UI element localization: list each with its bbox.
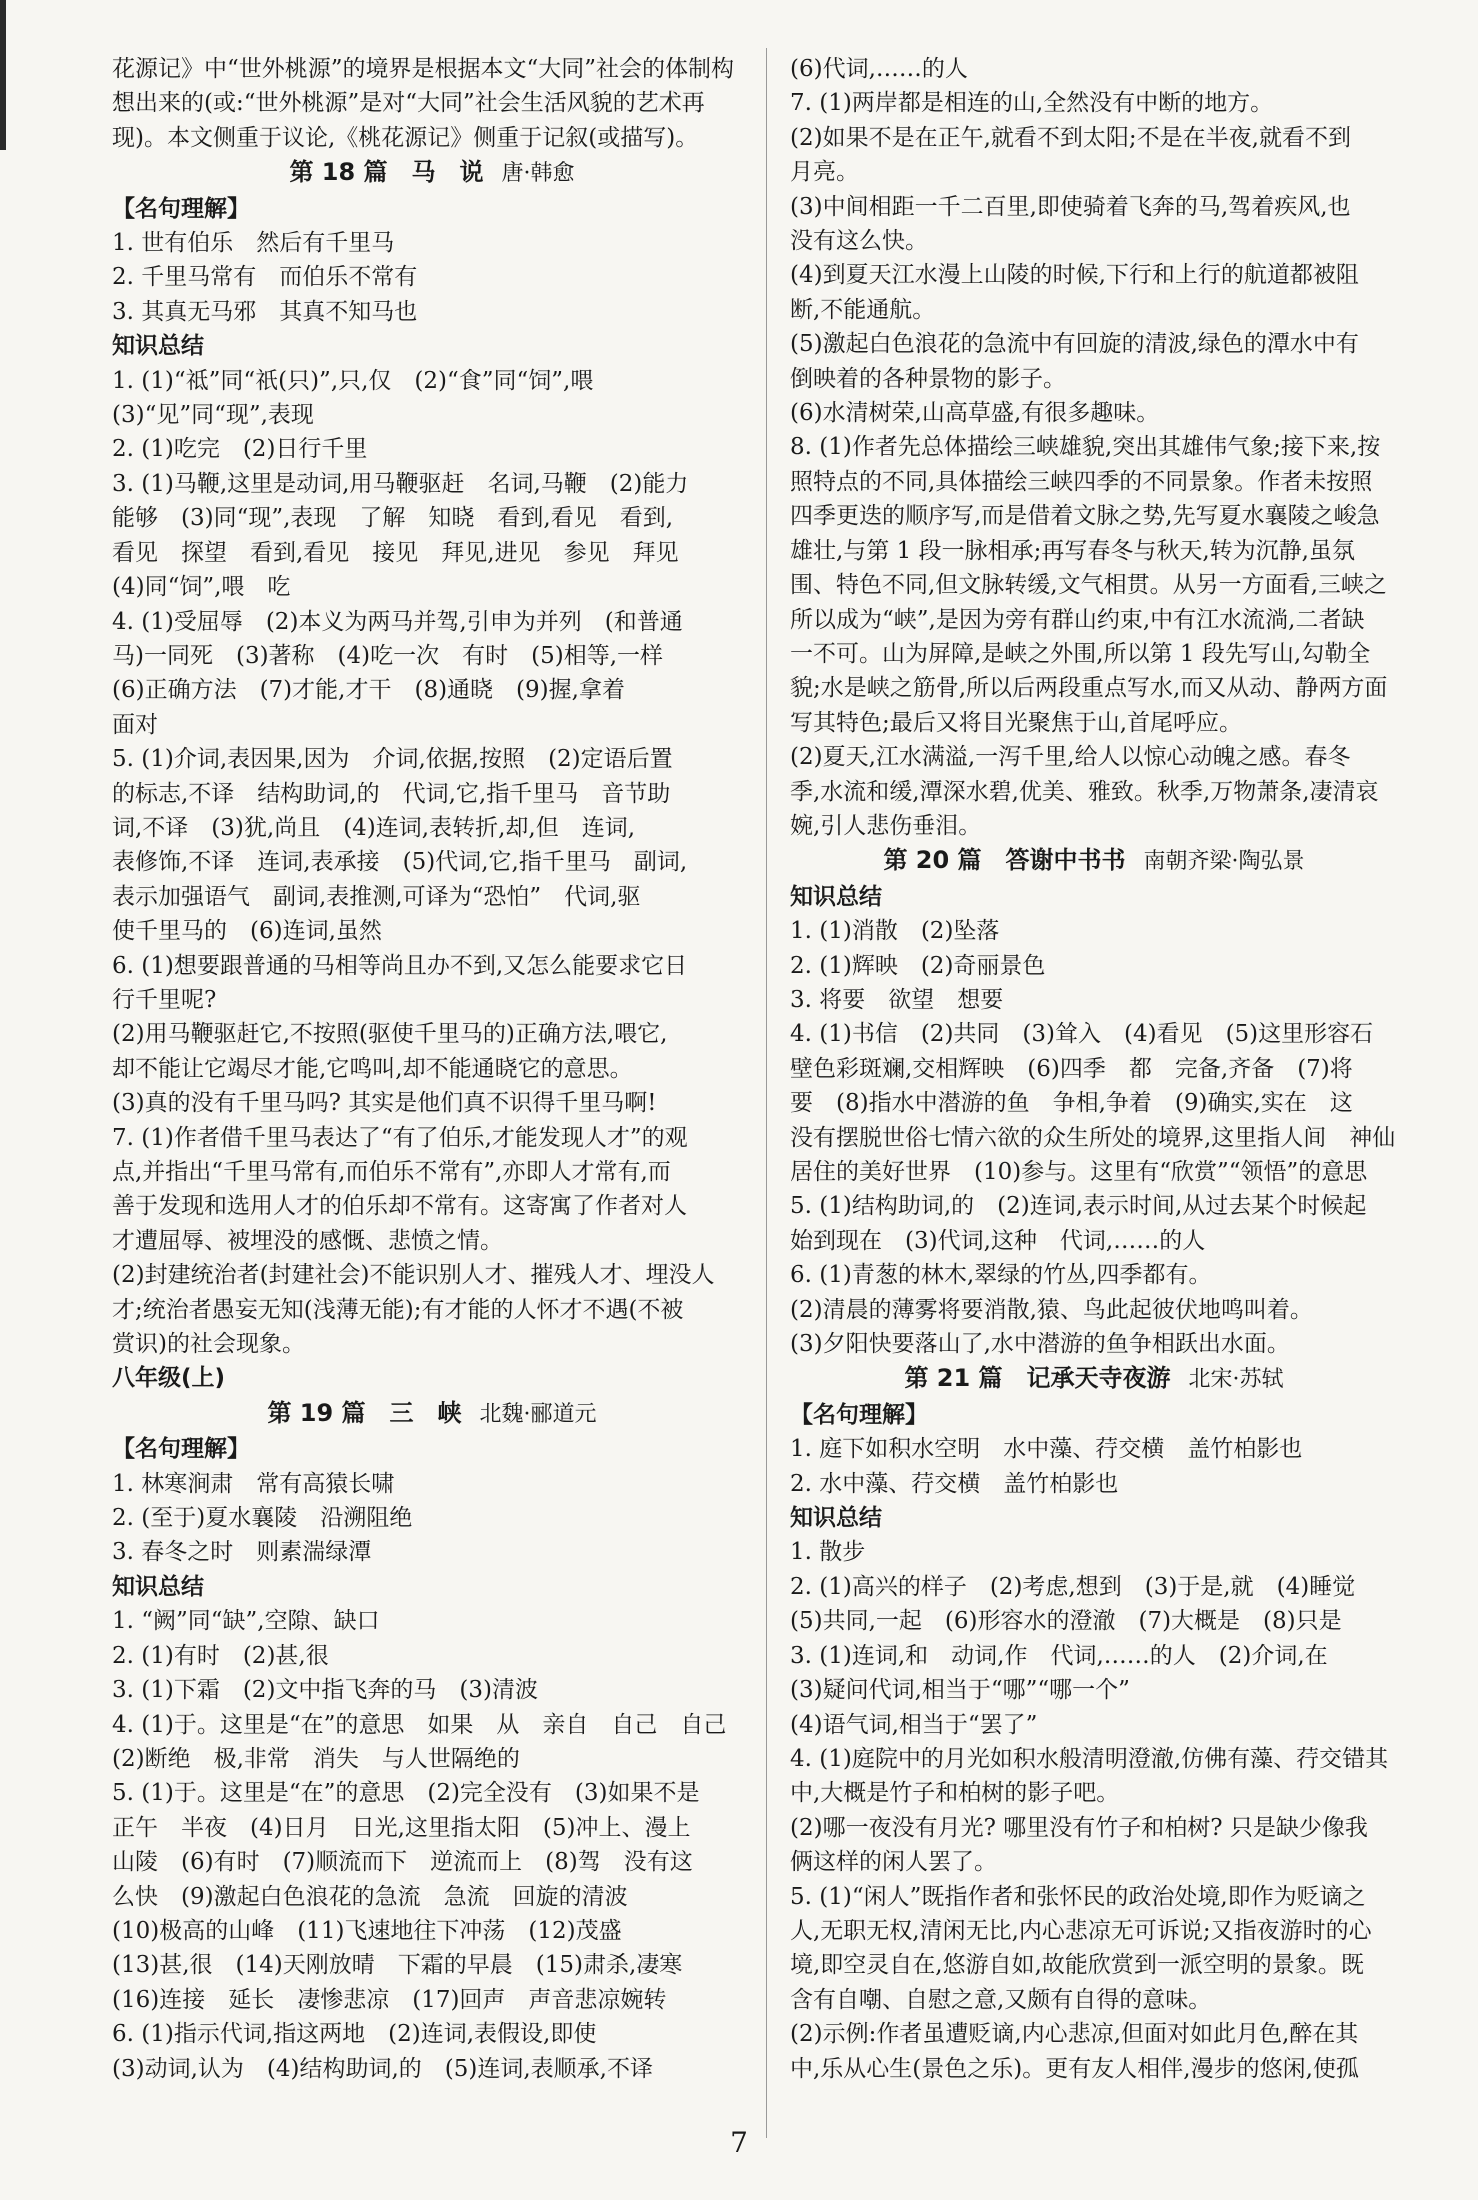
text-line: 雄壮,与第 1 段一脉相承;再写春冬与秋天,转为沉静,虽氛 <box>790 537 1355 564</box>
text-line: 4. (1)于。这里是“在”的意思 如果 从 亲自 自己 自己 <box>112 1711 727 1738</box>
text-line: 3. (1)马鞭,这里是动词,用马鞭驱赶 名词,马鞭 (2)能力 <box>112 470 689 497</box>
text-line: 3. (1)连词,和 动词,作 代词,……的人 (2)介词,在 <box>790 1642 1328 1669</box>
section-title <box>112 155 752 191</box>
text-line: 没有这么快。 <box>790 228 928 255</box>
section-heading: 知识总结 <box>112 333 204 360</box>
text-line: 7. (1)作者借千里马表达了“有了伯乐,才能发现人才”的观 <box>112 1124 688 1151</box>
text-line: 壁色彩斑斓,交相辉映 (6)四季 都 完备,齐备 (7)将 <box>790 1055 1353 1082</box>
text-line: (16)连接 延长 凄惨悲凉 (17)回声 声音悲凉婉转 <box>112 1986 667 2013</box>
text-line: 现)。本文侧重于议论,《桃花源记》侧重于记叙(或描写)。 <box>112 124 699 151</box>
text-line: 1. 庭下如积水空明 水中藻、荇交横 盖竹柏影也 <box>790 1436 1303 1463</box>
section-title <box>790 843 1398 879</box>
text-line: (6)水清树荣,山高草盛,有很多趣味。 <box>790 400 1160 427</box>
text-line: 居住的美好世界 (10)参与。这里有“欣赏”“领悟”的意思 <box>790 1159 1368 1185</box>
text-line: 1. 世有伯乐 然后有千里马 <box>112 230 395 257</box>
text-line: 才;统治者愚妄无知(浅薄无能);有才能的人怀才不遇(不被 <box>112 1296 684 1323</box>
section-title <box>112 1396 752 1432</box>
text-line: 5. (1)介词,表因果,因为 介词,依据,按照 (2)定语后置 <box>112 746 673 773</box>
section-heading: 【名句理解】 <box>112 195 250 222</box>
section-title <box>790 1361 1398 1397</box>
text-line: (3)动词,认为 (4)结构助词,的 (5)连词,表顺承,不译 <box>112 2055 653 2082</box>
text-line: 马)一同死 (3)著称 (4)吃一次 有时 (5)相等,一样 <box>112 642 664 669</box>
text-line: 7. (1)两岸都是相连的山,全然没有中断的地方。 <box>790 90 1274 117</box>
page-number: 7 <box>730 2126 748 2159</box>
text-line: (4)到夏天江水漫上山陵的时候,下行和上行的航道都被阻 <box>790 262 1359 289</box>
text-line: 6. (1)想要跟普通的马相等尚且办不到,又怎么能要求它日 <box>112 952 688 979</box>
text-line: 3. 春冬之时 则素湍绿潭 <box>112 1539 372 1566</box>
text-line: 没有摆脱世俗七情六欲的众生所处的境界,这里指人间 神仙 <box>790 1124 1396 1151</box>
binding-edge-mark <box>0 0 6 150</box>
text-line: 始到现在 (3)代词,这种 代词,……的人 <box>790 1227 1206 1254</box>
text-line: (2)断绝 极,非常 消失 与人世隔绝的 <box>112 1745 520 1772</box>
text-line: 2. (1)高兴的样子 (2)考虑,想到 (3)于是,就 (4)睡觉 <box>790 1573 1356 1600</box>
text-line: (2)用马鞭驱赶它,不按照(驱使千里马的)正确方法,喂它, <box>112 1021 668 1048</box>
text-line: 2. 水中藻、荇交横 盖竹柏影也 <box>790 1470 1119 1497</box>
text-line: 月亮。 <box>790 159 859 186</box>
text-line: 3. 其真无马邪 其真不知马也 <box>112 298 418 325</box>
text-line: (3)夕阳快要落山了,水中潜游的鱼争相跃出水面。 <box>790 1331 1290 1358</box>
text-line: 山陵 (6)有时 (7)顺流而下 逆流而上 (8)驾 没有这 <box>112 1849 693 1876</box>
text-line: (6)代词,……的人 <box>790 56 968 82</box>
text-line: 照特点的不同,具体描绘三峡四季的不同景象。作者未按照 <box>790 468 1373 495</box>
text-line: 么快 (9)激起白色浪花的急流 急流 回旋的清波 <box>112 1883 628 1910</box>
section-author: 北魏·郦道元 <box>479 1401 597 1427</box>
text-line: 季,水流和缓,潭深水碧,优美、雅致。秋季,万物萧条,凄清哀 <box>790 778 1379 805</box>
section-heading: 知识总结 <box>790 1505 882 1532</box>
text-line: 2. (至于)夏水襄陵 沿溯阻绝 <box>112 1505 413 1532</box>
text-line: 词,不译 (3)犹,尚且 (4)连词,表转折,却,但 连词, <box>112 814 636 841</box>
section-heading: 知识总结 <box>790 883 882 910</box>
section-heading: 【名句理解】 <box>790 1401 928 1428</box>
text-line: 使千里马的 (6)连词,虽然 <box>112 918 382 945</box>
text-line: 5. (1)“闲人”既指作者和张怀民的政治处境,即作为贬谪之 <box>790 1883 1366 1910</box>
text-line: 善于发现和选用人才的伯乐却不常有。这寄寓了作者对人 <box>112 1193 687 1220</box>
text-line: (4)同“饲”,喂 吃 <box>112 574 291 601</box>
section-title-text: 第 21 篇 记承天寺夜游 <box>904 1364 1171 1393</box>
text-line: 俩这样的闲人罢了。 <box>790 1849 997 1876</box>
text-line: 行千里呢? <box>112 986 217 1013</box>
text-line: 能够 (3)同“现”,表现 了解 知晓 看到,看见 看到, <box>112 505 674 532</box>
text-line: 2. 千里马常有 而伯乐不常有 <box>112 264 418 291</box>
text-line: 1. 林寒涧肃 常有高猿长啸 <box>112 1470 395 1497</box>
text-line: 点,并指出“千里马常有,而伯乐不常有”,亦即人才常有,而 <box>112 1159 671 1185</box>
text-line: 人,无职无权,清闲无比,内心悲凉无可诉说;又指夜游时的心 <box>790 1917 1372 1944</box>
text-line: 中,乐从心生(景色之乐)。更有友人相伴,漫步的悠闲,使孤 <box>790 2055 1359 2082</box>
text-line: 5. (1)结构助词,的 (2)连词,表示时间,从过去某个时候起 <box>790 1193 1367 1220</box>
section-heading: 八年级(上) <box>112 1365 226 1392</box>
text-line: 2. (1)吃完 (2)日行千里 <box>112 436 368 463</box>
text-line: 看见 探望 看到,看见 接见 拜见,进见 参见 拜见 <box>112 539 679 566</box>
text-line: 5. (1)于。这里是“在”的意思 (2)完全没有 (3)如果不是 <box>112 1780 700 1807</box>
text-line: (5)激起白色浪花的急流中有回旋的清波,绿色的潭水中有 <box>790 331 1359 358</box>
left-column <box>112 52 752 2086</box>
text-line: 想出来的(或:“世外桃源”是对“大同”社会生活风貌的艺术再 <box>112 90 705 117</box>
text-line: (4)语气词,相当于“罢了” <box>790 1711 1038 1738</box>
text-line: 面对 <box>112 711 158 738</box>
text-line: (3)“见”同“现”,表现 <box>112 402 314 429</box>
text-line: 的标志,不译 结构助词,的 代词,它,指千里马 音节助 <box>112 780 671 807</box>
text-line: (10)极高的山峰 (11)飞速地往下冲荡 (12)茂盛 <box>112 1917 622 1944</box>
section-author: 北宋·苏轼 <box>1188 1367 1284 1393</box>
text-line: 正午 半夜 (4)日月 日光,这里指太阳 (5)冲上、漫上 <box>112 1814 691 1841</box>
text-line: 表修饰,不译 连词,表承接 (5)代词,它,指千里马 副词, <box>112 849 688 876</box>
text-line: 1. (1)消散 (2)坠落 <box>790 918 1000 945</box>
section-author: 南朝齐梁·陶弘景 <box>1143 849 1305 875</box>
text-line: 1. (1)“祗”同“祇(只)”,只,仅 (2)“食”同“饲”,喂 <box>112 367 594 394</box>
text-line: 所以成为“峡”,是因为旁有群山约束,中有江水流淌,二者缺 <box>790 606 1365 633</box>
text-line: (2)清晨的薄雾将要消散,猿、鸟此起彼伏地鸣叫着。 <box>790 1296 1313 1323</box>
text-line: 6. (1)指示代词,指这两地 (2)连词,表假设,即使 <box>112 2021 597 2048</box>
right-column <box>790 52 1398 2086</box>
text-line: 境,即空灵自在,悠游自如,故能欣赏到一派空明的景象。既 <box>790 1952 1364 1979</box>
text-line: 1. “阙”同“缺”,空隙、缺口 <box>112 1608 380 1635</box>
section-title-text: 第 19 篇 三 峡 <box>267 1398 462 1427</box>
text-line: 3. 将要 欲望 想要 <box>790 986 1004 1013</box>
text-line: 花源记》中“世外桃源”的境界是根据本文“大同”社会的体制构 <box>112 56 735 82</box>
text-line: 6. (1)青葱的林木,翠绿的竹丛,四季都有。 <box>790 1262 1212 1289</box>
text-line: (13)甚,很 (14)天刚放晴 下霜的早晨 (15)肃杀,凄寒 <box>112 1952 683 1979</box>
text-line: 中,大概是竹子和柏树的影子吧。 <box>790 1780 1120 1807</box>
text-line: 8. (1)作者先总体描绘三峡雄貌,突出其雄伟气象;接下来,按 <box>790 434 1381 461</box>
text-line: 2. (1)有时 (2)甚,很 <box>112 1642 329 1669</box>
text-line: 才遭屈辱、被埋没的感慨、悲愤之情。 <box>112 1227 503 1254</box>
text-line: 四季更迭的顺序写,而是借着文脉之势,先写夏水襄陵之峻急 <box>790 503 1380 530</box>
text-line: 赏识)的社会现象。 <box>112 1331 305 1358</box>
text-line: 断,不能通航。 <box>790 296 936 323</box>
text-line: 1. 散步 <box>790 1539 866 1566</box>
text-line: 貌;水是峡之筋骨,所以后两段重点写水,而又从动、静两方面 <box>790 675 1388 702</box>
section-heading: 知识总结 <box>112 1573 204 1600</box>
text-line: (3)中间相距一千二百里,即使骑着飞奔的马,驾着疾风,也 <box>790 193 1351 220</box>
text-line: (6)正确方法 (7)才能,才干 (8)通晓 (9)握,拿着 <box>112 677 625 704</box>
section-title-text: 第 18 篇 马 说 <box>289 158 484 187</box>
text-line: (3)真的没有千里马吗? 其实是他们真不识得千里马啊! <box>112 1090 657 1117</box>
section-title-text: 第 20 篇 答谢中书书 <box>883 846 1126 875</box>
text-line: 一不可。山为屏障,是峡之外围,所以第 1 段先写山,勾勒全 <box>790 640 1371 667</box>
text-line: 倒映着的各种景物的影子。 <box>790 365 1066 392</box>
text-line: 2. (1)辉映 (2)奇丽景色 <box>790 952 1046 979</box>
text-line: 却不能让它竭尽才能,它鸣叫,却不能通晓它的意思。 <box>112 1055 633 1082</box>
text-line: (3)疑问代词,相当于“哪”“哪一个” <box>790 1677 1130 1704</box>
text-line: 4. (1)受屈辱 (2)本义为两马并驾,引申为并列 (和普通 <box>112 608 683 635</box>
section-author: 唐·韩愈 <box>501 161 575 187</box>
column-divider <box>766 48 767 2138</box>
section-heading: 【名句理解】 <box>112 1436 250 1463</box>
text-line: 含有自嘲、自慰之意,又颇有自得的意味。 <box>790 1986 1212 2013</box>
text-line: 婉,引人悲伤垂泪。 <box>790 812 982 839</box>
text-line: (2)哪一夜没有月光? 哪里没有竹子和柏树? 只是缺少像我 <box>790 1814 1368 1841</box>
text-line: 写其特色;最后又将目光聚焦于山,首尾呼应。 <box>790 709 1243 736</box>
text-line: 4. (1)庭院中的月光如积水般清明澄澈,仿佛有藻、荇交错其 <box>790 1745 1389 1772</box>
text-line: (5)共同,一起 (6)形容水的澄澈 (7)大概是 (8)只是 <box>790 1608 1342 1635</box>
text-line: 要 (8)指水中潜游的鱼 争相,争着 (9)确实,实在 这 <box>790 1090 1353 1117</box>
text-line: 表示加强语气 副词,表推测,可译为“恐怕” 代词,驱 <box>112 883 641 910</box>
text-line: (2)如果不是在正午,就看不到太阳;不是在半夜,就看不到 <box>790 124 1351 151</box>
text-line: (2)封建统治者(封建社会)不能识别人才、摧残人才、埋没人 <box>112 1262 715 1289</box>
text-line: (2)夏天,江水满溢,一泻千里,给人以惊心动魄之感。春冬 <box>790 744 1351 771</box>
text-line: (2)示例:作者虽遭贬谪,内心悲凉,但面对如此月色,醉在其 <box>790 2021 1359 2048</box>
text-line: 3. (1)下霜 (2)文中指飞奔的马 (3)清波 <box>112 1677 538 1704</box>
text-line: 4. (1)书信 (2)共同 (3)耸入 (4)看见 (5)这里形容石 <box>790 1021 1374 1048</box>
text-line: 围、特色不同,但文脉转缓,文气相贯。从另一方面看,三峡之 <box>790 572 1387 599</box>
